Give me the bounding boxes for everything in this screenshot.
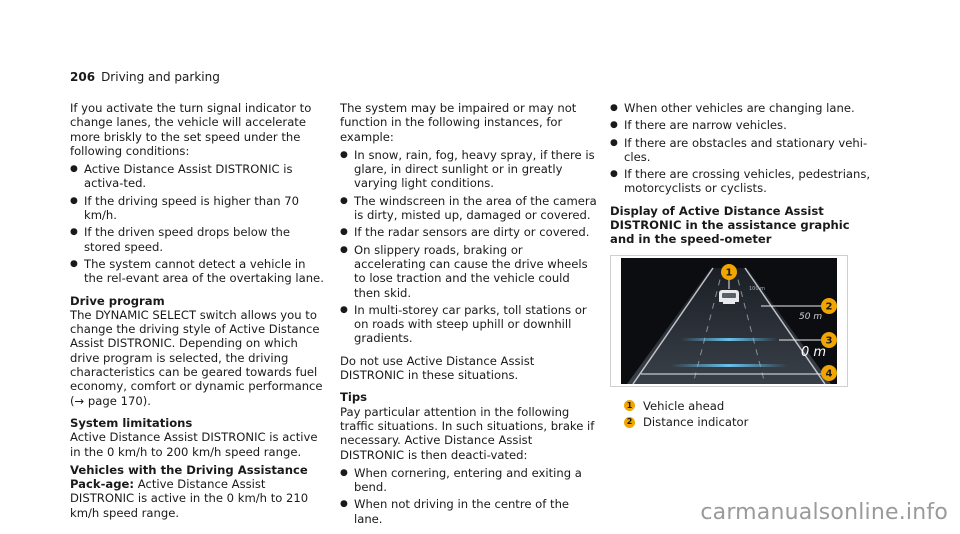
conditions-list [70,162,328,285]
page-header [70,70,220,84]
distance-band [681,338,777,341]
svg-text:1: 1 [725,267,733,279]
svg-text:3: 3 [825,335,833,347]
label-lower: 0 m [801,344,827,360]
callout-3-icon [821,332,837,348]
bullet-icon: ● [70,195,78,206]
list-item: ● When cornering, entering and exiting a bend. [340,465,582,495]
vehicle-ahead-icon [719,290,739,305]
assistance-graphic [611,256,847,386]
column-3 [610,101,872,431]
bullet-icon: ● [340,195,348,206]
bullet-icon: ● [70,258,78,269]
assistance-graphic-figure [610,255,848,387]
legend-text: Distance indicator [643,414,749,429]
bullet-icon: ● [340,499,348,510]
list-item: ● Active Distance Assist DISTRONIC is activa-ted. [70,162,293,191]
display-heading: Display of Active Distance Assist DISTRONIC in the assistance graphic and in the speed-ometer [610,203,850,247]
list-item: ● In snow, rain, fog, heavy spray, if there is glare, in direct sunlight or in greatly varying light conditions. [340,147,595,191]
list-item: ● If the driving speed is higher than 70 km/h. [70,193,300,223]
page-number: 206 [70,70,96,84]
svg-text:2: 2 [825,301,833,313]
bullet-icon: ● [340,304,348,315]
callout-number-icon: 1 [624,400,635,411]
impaired-intro: The system may be impaired or may not function in the following instances, for example: [340,101,577,144]
instances-list [340,148,598,346]
bullet-icon: ● [610,120,618,131]
list-item: ● When not driving in the centre of the lane. [340,497,570,526]
bullet-icon: ● [70,164,78,175]
bullet-icon: ● [70,227,78,238]
column-2 [340,101,598,534]
callout-1-icon [721,264,737,280]
bullet-icon: ● [340,244,348,255]
list-item: ● If there are narrow vehicles. [610,118,787,133]
list-item: ● The windscreen in the area of the camera is dirty, misted up, damaged or covered. [340,193,597,223]
bullet-icon: ● [610,103,618,113]
tips-text: Pay particular attention in the following traffic situations. In such situations, brake if necessary. Active Distance Assist DISTRONIC is then deacti-vated: [340,404,595,462]
package-paragraph [70,463,328,520]
system-limitations-text: Active Distance Assist DISTRONIC is active in the 0 km/h to 200 km/h speed range. [70,430,318,459]
do-not-use-text: Do not use Active Distance Assist DISTRONIC in these situations. [340,353,535,383]
bullet-icon: ● [340,467,348,478]
list-item: ● If the driven speed drops below the stored speed. [70,225,291,254]
list-item: ● If the radar sensors are dirty or covered. [340,225,590,240]
tips-list [340,466,598,526]
traffic-situations-list [610,101,872,196]
label-upper: 100 m [749,285,766,292]
list-item: ● On slippery roads, braking or accelerating can cause the drive wheels to lose traction and the vehicle could then skid. [340,242,588,300]
list-item: ● The system cannot detect a vehicle in the rel-evant area of the overtaking lane. [70,256,324,286]
legend-text: Vehicle ahead [643,398,725,413]
section-title: Driving and parking [101,70,220,84]
list-item: ● When other vehicles are changing lane. [610,101,855,115]
turn-signal-intro: If you activate the turn signal indicator to change lanes, the vehicle will accelerate more briskly to the set speed under the following conditions: [70,101,312,158]
package-label: Vehicles with the Driving Assistance Pack-age: [70,462,308,492]
package-text: Active Distance Assist DISTRONIC is active in the 0 km/h to 210 km/h speed range. [70,477,309,520]
svg-text:4: 4 [825,368,833,380]
legend-item [610,415,872,429]
bullet-icon: ● [340,227,348,238]
tips-heading: Tips [340,390,368,405]
figure-legend [610,399,872,430]
bullet-icon: ● [610,137,618,148]
column-1 [70,101,328,528]
watermark: carmanualsonline.info [700,500,948,525]
callout-2-icon [821,298,837,314]
bullet-icon: ● [610,169,618,180]
system-limitations-heading: System limitations [70,415,193,430]
callout-4-icon [821,365,837,381]
legend-item [610,399,872,413]
callout-number-icon: 2 [624,417,635,428]
list-item: ● If there are obstacles and stationary vehi-cles. [610,135,868,164]
drive-program-text: The DYNAMIC SELECT switch allows you to change the driving style of Active Distance Assist DISTRONIC. Depending on which drive program is selected, the driving characteristics can be geared towards fuel economy, comfort or dynamic performance (→ page 170). [70,307,323,408]
label-middle: 50 m [799,311,823,322]
list-item: ● In multi-storey car parks, toll stations or on roads with steep uphill or downhill gradients. [340,302,587,346]
list-item: ● If there are crossing vehicles, pedestrians, motorcyclists or cyclists. [610,167,871,196]
bullet-icon: ● [340,149,348,160]
distance-band [671,364,787,367]
drive-program-heading: Drive program [70,293,165,308]
